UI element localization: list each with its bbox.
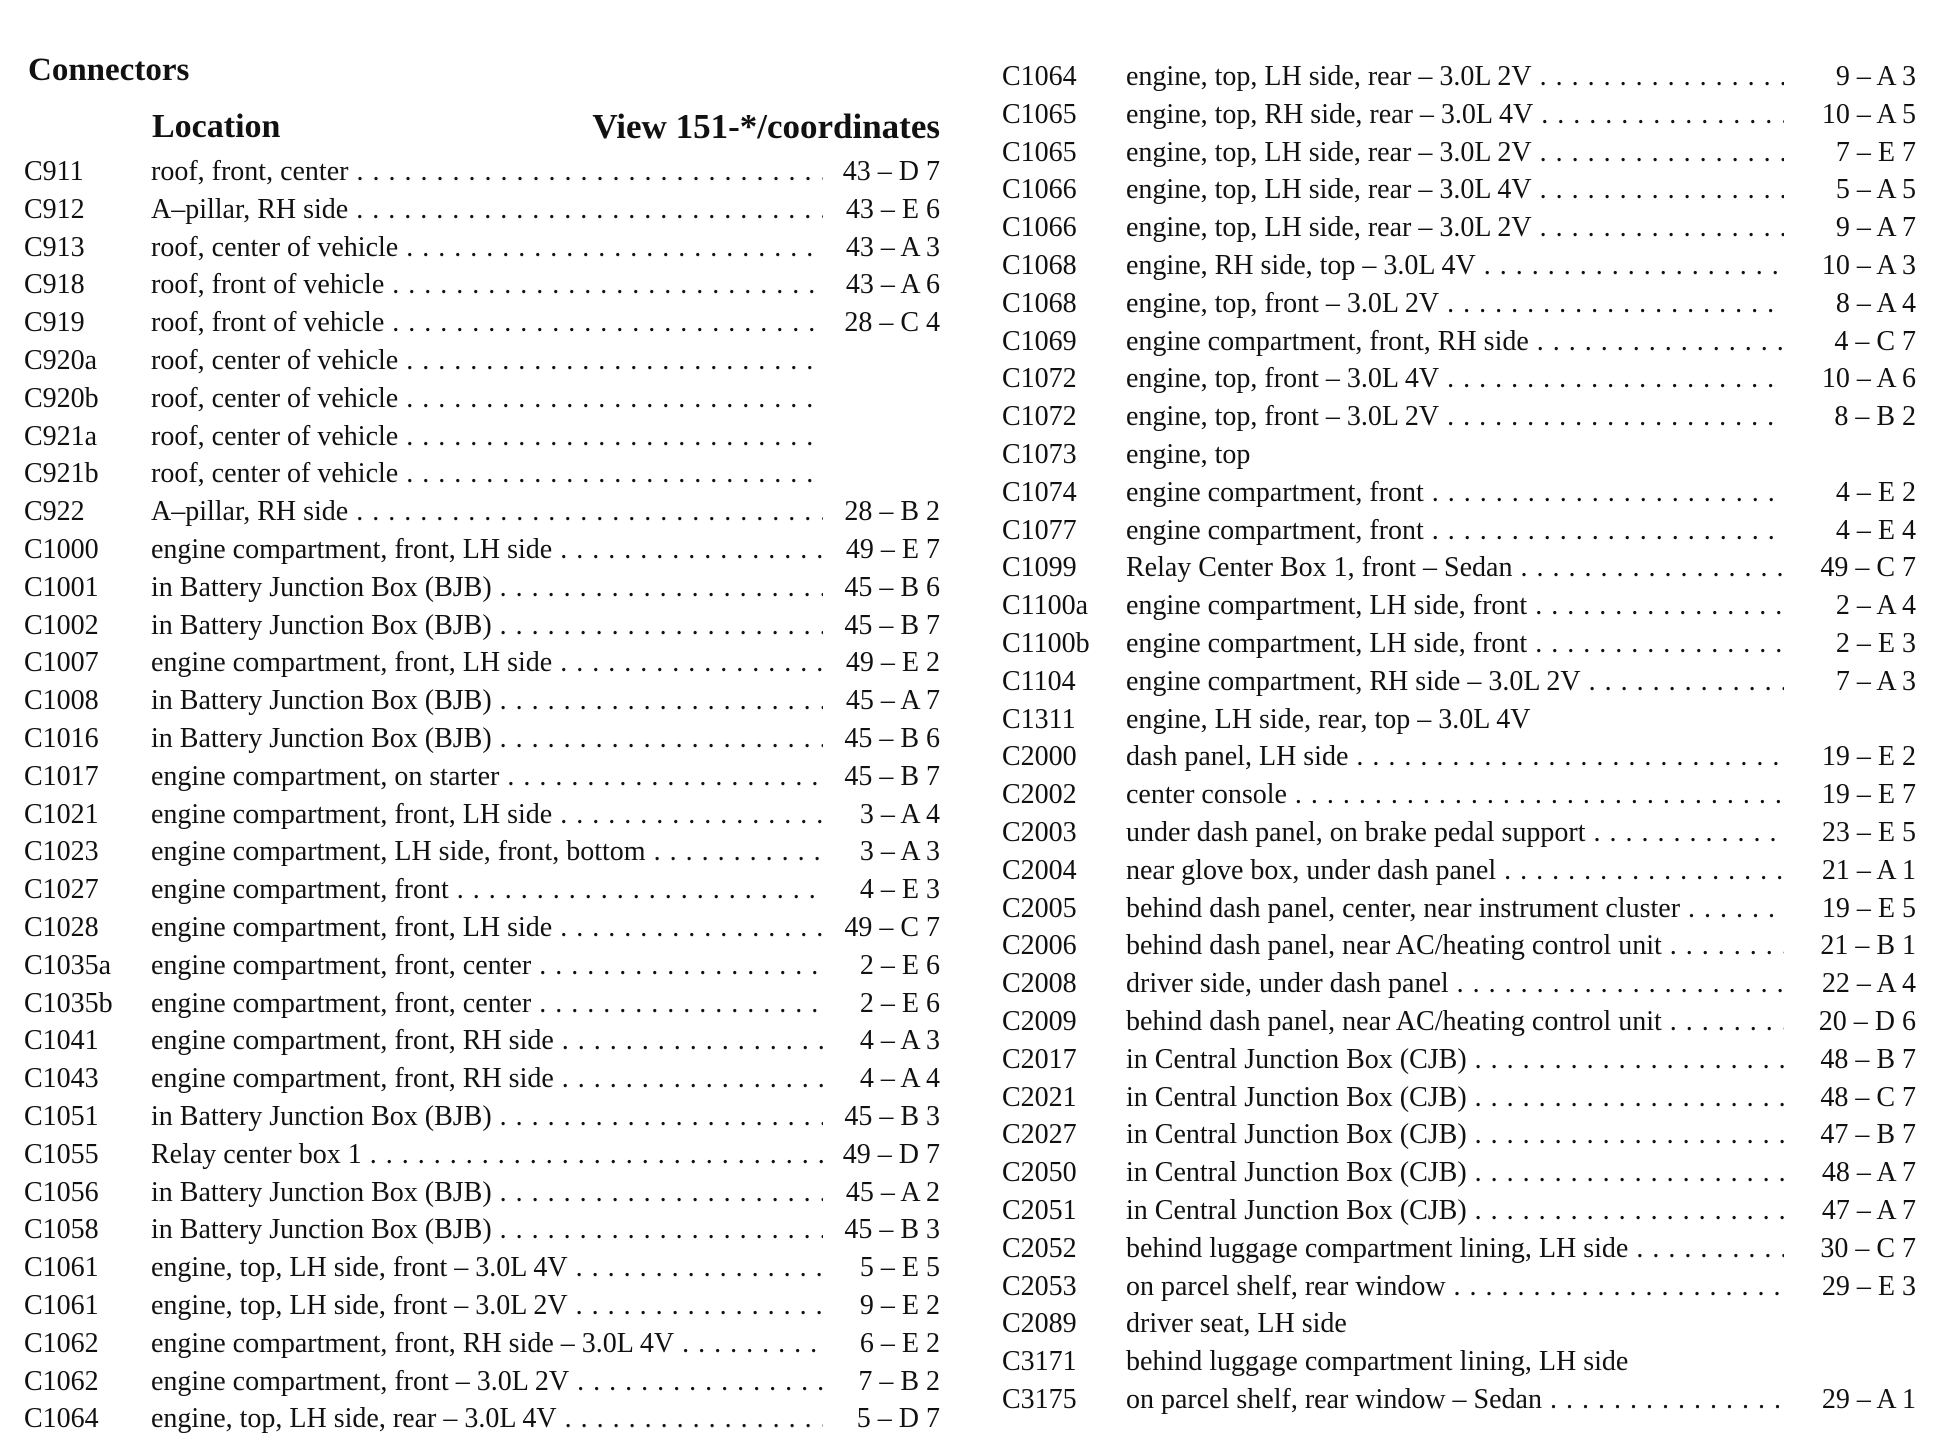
connector-row — [24, 1400, 940, 1438]
connector-location: in Battery Junction Box (BJB) . . . — [151, 682, 823, 720]
connector-location: near glove box, under dash panel . . . — [1126, 852, 1784, 890]
connector-row — [24, 1287, 940, 1325]
connector-code: C1069 — [1002, 325, 1077, 357]
connector-row — [1002, 247, 1916, 285]
connector-location: in Battery Junction Box (BJB) . . . — [151, 1174, 823, 1212]
connector-code: C2004 — [1002, 854, 1077, 886]
connector-code: C1068 — [1002, 287, 1077, 319]
connector-row — [1002, 1230, 1916, 1268]
connector-view-coordinates: 5 – A 5 — [1835, 174, 1916, 206]
connector-view-coordinates: 4 – E 3 — [859, 874, 940, 906]
connector-view-coordinates: 2 – E 6 — [859, 949, 940, 981]
connector-view-coordinates: 45 – A 7 — [845, 685, 940, 717]
connector-code: C2052 — [1002, 1232, 1077, 1264]
connector-code: C1068 — [1002, 249, 1077, 281]
connector-view-coordinates: 21 – B 1 — [1820, 930, 1916, 962]
connector-code: C1104 — [1002, 665, 1076, 697]
connector-row — [1002, 1343, 1916, 1381]
connector-location: behind dash panel, near AC/heating control unit . . . — [1126, 1003, 1784, 1041]
connector-view-coordinates: 45 – B 6 — [844, 722, 940, 754]
connector-view-coordinates: 9 – E 2 — [859, 1289, 940, 1321]
connector-row — [1002, 663, 1916, 701]
connector-location: roof, center of vehicle . . . — [151, 229, 823, 267]
connector-location: engine compartment, LH side, front . . . — [1126, 625, 1784, 663]
connector-row — [24, 720, 940, 758]
connector-row — [24, 758, 940, 796]
connector-location: in Battery Junction Box (BJB) . . . — [151, 720, 823, 758]
connector-row — [24, 796, 940, 834]
connector-view-coordinates: 10 – A 3 — [1821, 249, 1916, 281]
connector-code: C922 — [24, 496, 85, 528]
connector-location: engine compartment, LH side, front . . . — [1126, 587, 1784, 625]
connector-location: roof, center of vehicle . . . — [151, 342, 823, 380]
connector-row — [24, 455, 940, 493]
connector-location: engine, top, LH side, front – 3.0L 4V . . . — [151, 1249, 823, 1287]
connector-location: on parcel shelf, rear window . . . — [1126, 1268, 1784, 1306]
connector-code: C1065 — [1002, 98, 1077, 130]
connector-view-coordinates: 45 – B 3 — [844, 1214, 940, 1246]
connector-location: engine compartment, front . . . — [1126, 474, 1784, 512]
connector-row — [24, 833, 940, 871]
connector-row — [24, 909, 940, 947]
connector-view-coordinates: 6 – E 2 — [859, 1327, 940, 1359]
connector-location: engine, top, front – 3.0L 4V . . . — [1126, 360, 1784, 398]
connector-view-coordinates: 20 – D 6 — [1818, 1005, 1916, 1037]
connector-view-coordinates: 49 – C 7 — [844, 911, 940, 943]
connector-location: engine compartment, front, RH side . . . — [151, 1022, 823, 1060]
connector-location: in Central Junction Box (CJB) . . . — [1126, 1154, 1784, 1192]
connector-row — [1002, 1003, 1916, 1041]
connector-code: C1058 — [24, 1214, 99, 1246]
connector-view-coordinates: 19 – E 5 — [1821, 892, 1916, 924]
connector-location: engine compartment, on starter . . . — [151, 758, 823, 796]
connector-code: C2050 — [1002, 1157, 1077, 1189]
connector-row — [24, 191, 940, 229]
connector-code: C2009 — [1002, 1005, 1077, 1037]
connector-location: Relay center box 1 . . . — [151, 1136, 823, 1174]
connector-location: center console . . . — [1126, 776, 1784, 814]
connector-location: dash panel, LH side . . . — [1126, 738, 1784, 776]
connector-row — [24, 1174, 940, 1212]
connector-row — [1002, 1116, 1916, 1154]
connector-code: C3171 — [1002, 1346, 1077, 1378]
connector-view-coordinates: 10 – A 5 — [1821, 98, 1916, 130]
connector-code: C2027 — [1002, 1119, 1077, 1151]
connector-row — [1002, 474, 1916, 512]
connector-location: roof, center of vehicle . . . — [151, 418, 823, 456]
connector-location: in Central Junction Box (CJB) . . . — [1126, 1116, 1784, 1154]
connector-code: C921a — [24, 420, 98, 452]
connector-code: C913 — [24, 231, 85, 263]
connector-view-coordinates: 43 – A 3 — [845, 231, 940, 263]
connector-location: engine compartment, front, RH side – 3.0L 4V . . . — [151, 1325, 823, 1363]
connector-location: engine, top, front – 3.0L 2V . . . — [1126, 285, 1784, 323]
connector-row — [24, 1249, 940, 1287]
connector-code: C2089 — [1002, 1308, 1077, 1340]
connector-row — [24, 153, 940, 191]
connector-location: driver seat, LH side — [1126, 1308, 1347, 1340]
connector-view-coordinates: 30 – C 7 — [1820, 1232, 1916, 1264]
connector-location: in Battery Junction Box (BJB) . . . — [151, 1098, 823, 1136]
connector-location: roof, front of vehicle . . . — [151, 266, 823, 304]
connector-code: C1066 — [1002, 174, 1077, 206]
connector-view-coordinates: 28 – B 2 — [844, 496, 940, 528]
connector-list-left — [24, 153, 940, 1438]
connector-row — [1002, 1154, 1916, 1192]
connector-code: C1072 — [1002, 401, 1077, 433]
column-header-location: Location — [152, 108, 281, 145]
connector-code: C1001 — [24, 571, 99, 603]
connector-view-coordinates: 19 – E 2 — [1821, 741, 1916, 773]
connector-view-coordinates: 49 – C 7 — [1820, 552, 1916, 584]
connector-view-coordinates: 2 – E 6 — [859, 987, 940, 1019]
connector-code: C1055 — [24, 1138, 99, 1170]
connector-location: driver side, under dash panel . . . — [1126, 965, 1784, 1003]
connector-code: C1077 — [1002, 514, 1077, 546]
connector-view-coordinates: 4 – A 4 — [859, 1063, 940, 1095]
connector-location: engine, top, RH side, rear – 3.0L 4V . . . — [1126, 96, 1784, 134]
connector-view-coordinates: 10 – A 6 — [1821, 363, 1916, 395]
connector-row — [1002, 1268, 1916, 1306]
connector-code: C2053 — [1002, 1270, 1077, 1302]
connector-view-coordinates: 21 – A 1 — [1821, 854, 1916, 886]
connector-code: C1035b — [24, 987, 113, 1019]
connector-row — [1002, 738, 1916, 776]
connector-code: C1061 — [24, 1289, 99, 1321]
connector-view-coordinates: 8 – B 2 — [1834, 401, 1916, 433]
connector-row — [1002, 1041, 1916, 1079]
connector-row — [1002, 96, 1916, 134]
connector-view-coordinates: 23 – E 5 — [1821, 816, 1916, 848]
connector-view-coordinates: 7 – A 3 — [1835, 665, 1916, 697]
connector-code: C2006 — [1002, 930, 1077, 962]
connector-location: A–pillar, RH side . . . — [151, 191, 823, 229]
connector-view-coordinates: 5 – E 5 — [859, 1252, 940, 1284]
connector-row — [1002, 587, 1916, 625]
connector-view-coordinates: 48 – C 7 — [1820, 1081, 1916, 1113]
connector-row — [24, 1136, 940, 1174]
connector-view-coordinates: 49 – E 2 — [845, 647, 940, 679]
connector-location: engine, top, LH side, front – 3.0L 2V . . . — [151, 1287, 823, 1325]
connector-code: C1100a — [1002, 590, 1089, 622]
connector-row — [1002, 549, 1916, 587]
connector-row — [1002, 625, 1916, 663]
connector-location: engine compartment, front, RH side . . . — [1126, 323, 1784, 361]
connector-location: engine, top, LH side, rear – 3.0L 4V . . . — [1126, 171, 1784, 209]
connector-view-coordinates: 22 – A 4 — [1821, 968, 1916, 1000]
connector-view-coordinates: 7 – E 7 — [1835, 136, 1916, 168]
connector-row — [1002, 1381, 1916, 1419]
connector-row — [1002, 776, 1916, 814]
connector-location: in Battery Junction Box (BJB) . . . — [151, 1211, 823, 1249]
connector-location: engine, top, LH side, rear – 3.0L 2V . . . — [1126, 58, 1784, 96]
connector-code: C1056 — [24, 1176, 99, 1208]
connector-location: behind dash panel, near AC/heating control unit . . . — [1126, 927, 1784, 965]
connector-row — [24, 531, 940, 569]
connector-code: C1061 — [24, 1252, 99, 1284]
connector-code: C1073 — [1002, 438, 1077, 470]
connector-location: engine compartment, front, LH side . . . — [151, 531, 823, 569]
connector-code: C2051 — [1002, 1194, 1077, 1226]
connector-row — [24, 266, 940, 304]
connector-location: engine compartment, front – 3.0L 2V . . . — [151, 1363, 823, 1401]
connector-row — [24, 682, 940, 720]
connector-location: engine compartment, front, LH side . . . — [151, 909, 823, 947]
connector-location: behind luggage compartment lining, LH side . . . — [1126, 1230, 1784, 1268]
connector-code: C1064 — [1002, 61, 1077, 92]
connector-view-coordinates: 19 – E 7 — [1821, 779, 1916, 811]
connector-code: C1065 — [1002, 136, 1077, 168]
connector-code: C921b — [24, 458, 99, 490]
connector-code: C1035a — [24, 949, 112, 981]
connector-location: roof, center of vehicle . . . — [151, 380, 823, 418]
connector-location: in Central Junction Box (CJB) . . . — [1126, 1079, 1784, 1117]
connector-row — [24, 1098, 940, 1136]
connector-code: C2017 — [1002, 1043, 1077, 1075]
connector-row — [24, 1022, 940, 1060]
connector-row — [1002, 927, 1916, 965]
connector-code: C2002 — [1002, 779, 1077, 811]
connector-code: C2000 — [1002, 741, 1077, 773]
connector-location: under dash panel, on brake pedal support . . . — [1126, 814, 1784, 852]
connector-row — [24, 1363, 940, 1401]
connector-view-coordinates: 2 – A 4 — [1835, 590, 1916, 622]
connector-view-coordinates: 3 – A 3 — [859, 836, 940, 868]
connector-location: behind dash panel, center, near instrument cluster . . . — [1126, 890, 1784, 928]
connector-view-coordinates: 4 – C 7 — [1834, 325, 1916, 357]
connector-location: in Battery Junction Box (BJB) . . . — [151, 607, 823, 645]
connector-location: engine compartment, front . . . — [1126, 512, 1784, 550]
connector-row — [1002, 1079, 1916, 1117]
connector-row — [24, 229, 940, 267]
connector-row — [1002, 512, 1916, 550]
connector-location: behind luggage compartment lining, LH side — [1126, 1346, 1629, 1378]
connector-row — [24, 569, 940, 607]
connector-row — [24, 1211, 940, 1249]
connector-code: C918 — [24, 269, 85, 301]
connector-row — [1002, 1192, 1916, 1230]
connector-row — [24, 304, 940, 342]
connector-location: engine compartment, front, LH side . . . — [151, 644, 823, 682]
connector-view-coordinates: 45 – B 7 — [844, 760, 940, 792]
connector-code: C1016 — [24, 722, 99, 754]
connector-location: engine compartment, front, RH side . . . — [151, 1060, 823, 1098]
connector-row — [1002, 209, 1916, 247]
connector-location: engine, top — [1126, 438, 1251, 470]
connector-view-coordinates: 45 – B 6 — [844, 571, 940, 603]
connector-row — [1002, 323, 1916, 361]
connector-code: C912 — [24, 193, 85, 225]
connector-view-coordinates: 45 – B 7 — [844, 609, 940, 641]
connector-code: C1064 — [24, 1403, 99, 1435]
connector-code: C1072 — [1002, 363, 1077, 395]
connector-view-coordinates: 48 – B 7 — [1820, 1043, 1916, 1075]
connector-row — [1002, 436, 1916, 474]
connector-list-right — [1002, 58, 1916, 1419]
connector-code: C1043 — [24, 1063, 99, 1095]
connector-location: engine, top, LH side, rear – 3.0L 2V . . . — [1126, 134, 1784, 172]
connector-view-coordinates: 48 – A 7 — [1821, 1157, 1916, 1189]
connector-view-coordinates: 28 – C 4 — [844, 307, 940, 339]
connector-row — [1002, 58, 1916, 96]
connector-code: C1007 — [24, 647, 99, 679]
connector-row — [1002, 360, 1916, 398]
connector-location: on parcel shelf, rear window – Sedan . . . — [1126, 1381, 1784, 1419]
connector-location: engine compartment, front, center . . . — [151, 947, 823, 985]
connector-view-coordinates: 2 – E 3 — [1835, 627, 1916, 659]
connector-location: engine compartment, front, LH side . . . — [151, 796, 823, 834]
connector-code: C2003 — [1002, 816, 1077, 848]
connector-view-coordinates: 3 – A 4 — [859, 798, 940, 830]
connector-row — [24, 418, 940, 456]
connector-code: C1062 — [24, 1327, 99, 1359]
connector-code: C919 — [24, 307, 85, 339]
connector-location: A–pillar, RH side . . . — [151, 493, 823, 531]
connector-location: engine compartment, front, center . . . — [151, 985, 823, 1023]
connector-view-coordinates: 49 – D 7 — [842, 1138, 940, 1170]
connector-row — [1002, 398, 1916, 436]
connector-code: C920b — [24, 382, 99, 414]
connector-view-coordinates: 45 – B 3 — [844, 1100, 940, 1132]
connector-code: C2021 — [1002, 1081, 1077, 1113]
connector-code: C1017 — [24, 760, 99, 792]
connector-code: C1041 — [24, 1025, 99, 1057]
connector-code: C1021 — [24, 798, 99, 830]
connector-location: engine, top, LH side, rear – 3.0L 4V . . . — [151, 1400, 823, 1438]
connector-row — [24, 1060, 940, 1098]
connector-view-coordinates: 43 – E 6 — [845, 193, 940, 225]
connector-row — [24, 607, 940, 645]
connector-row — [1002, 134, 1916, 172]
connector-view-coordinates: 43 – D 7 — [842, 156, 940, 187]
connector-row — [1002, 965, 1916, 1003]
connector-row — [24, 1325, 940, 1363]
connector-location: engine compartment, RH side – 3.0L 2V . . . — [1126, 663, 1784, 701]
connector-location: roof, front, center . . . — [151, 153, 823, 191]
connector-view-coordinates: 5 – D 7 — [856, 1403, 940, 1435]
connector-view-coordinates: 8 – A 4 — [1835, 287, 1916, 319]
connector-location: Relay Center Box 1, front – Sedan . . . — [1126, 549, 1784, 587]
column-header-view: View 151-*/coordinates — [592, 107, 940, 146]
connector-row — [1002, 890, 1916, 928]
connector-location: roof, center of vehicle . . . — [151, 455, 823, 493]
connector-location: engine, top, front – 3.0L 2V . . . — [1126, 398, 1784, 436]
connector-row — [1002, 814, 1916, 852]
connector-code: C1066 — [1002, 212, 1077, 244]
connector-row — [24, 947, 940, 985]
connector-code: C1008 — [24, 685, 99, 717]
connector-view-coordinates: 45 – A 2 — [845, 1176, 940, 1208]
connector-view-coordinates: 47 – A 7 — [1821, 1194, 1916, 1226]
connector-row — [1002, 1305, 1916, 1343]
connector-view-coordinates: 47 – B 7 — [1820, 1119, 1916, 1151]
connector-location: in Central Junction Box (CJB) . . . — [1126, 1192, 1784, 1230]
connector-view-coordinates: 9 – A 7 — [1835, 212, 1916, 244]
connector-location: engine compartment, LH side, front, bottom . . . — [151, 833, 823, 871]
page-title: Connectors — [28, 52, 190, 88]
connector-code: C2008 — [1002, 968, 1077, 1000]
connector-row — [24, 342, 940, 380]
connector-code: C1062 — [24, 1365, 99, 1397]
connector-code: C1002 — [24, 609, 99, 641]
connector-view-coordinates: 29 – A 1 — [1821, 1383, 1916, 1415]
connector-view-coordinates: 29 – E 3 — [1821, 1270, 1916, 1302]
connector-location: in Central Junction Box (CJB) . . . — [1126, 1041, 1784, 1079]
connector-view-coordinates: 9 – A 3 — [1835, 61, 1916, 92]
connector-view-coordinates: 4 – E 4 — [1835, 514, 1916, 546]
connector-location: in Battery Junction Box (BJB) . . . — [151, 569, 823, 607]
connector-code: C1051 — [24, 1100, 99, 1132]
connector-row — [1002, 852, 1916, 890]
connector-code: C1028 — [24, 911, 99, 943]
connector-row — [1002, 171, 1916, 209]
connector-row — [24, 493, 940, 531]
connector-row — [24, 644, 940, 682]
connector-code: C1000 — [24, 533, 99, 565]
connector-row — [1002, 701, 1916, 739]
connector-row — [1002, 285, 1916, 323]
connector-code: C1099 — [1002, 552, 1077, 584]
connector-view-coordinates: 7 – B 2 — [858, 1365, 940, 1397]
connector-location: engine, LH side, rear, top – 3.0L 4V — [1126, 703, 1531, 735]
connector-code: C1074 — [1002, 476, 1077, 508]
connector-code: C911 — [24, 156, 84, 187]
connector-row — [24, 380, 940, 418]
connector-code: C1023 — [24, 836, 99, 868]
connector-code: C3175 — [1002, 1383, 1077, 1415]
connector-location: engine, RH side, top – 3.0L 4V . . . — [1126, 247, 1784, 285]
connector-code: C1027 — [24, 874, 99, 906]
connector-row — [24, 985, 940, 1023]
connector-view-coordinates: 4 – E 2 — [1835, 476, 1916, 508]
connector-location: engine compartment, front . . . — [151, 871, 823, 909]
connector-code: C1100b — [1002, 627, 1090, 659]
connector-location: engine, top, LH side, rear – 3.0L 2V . . . — [1126, 209, 1784, 247]
connector-location: roof, front of vehicle . . . — [151, 304, 823, 342]
connector-view-coordinates: 4 – A 3 — [859, 1025, 940, 1057]
connector-code: C1311 — [1002, 703, 1076, 735]
connector-view-coordinates: 49 – E 7 — [845, 533, 940, 565]
connector-view-coordinates: 43 – A 6 — [845, 269, 940, 301]
connector-code: C2005 — [1002, 892, 1077, 924]
connector-row — [24, 871, 940, 909]
connector-code: C920a — [24, 344, 98, 376]
